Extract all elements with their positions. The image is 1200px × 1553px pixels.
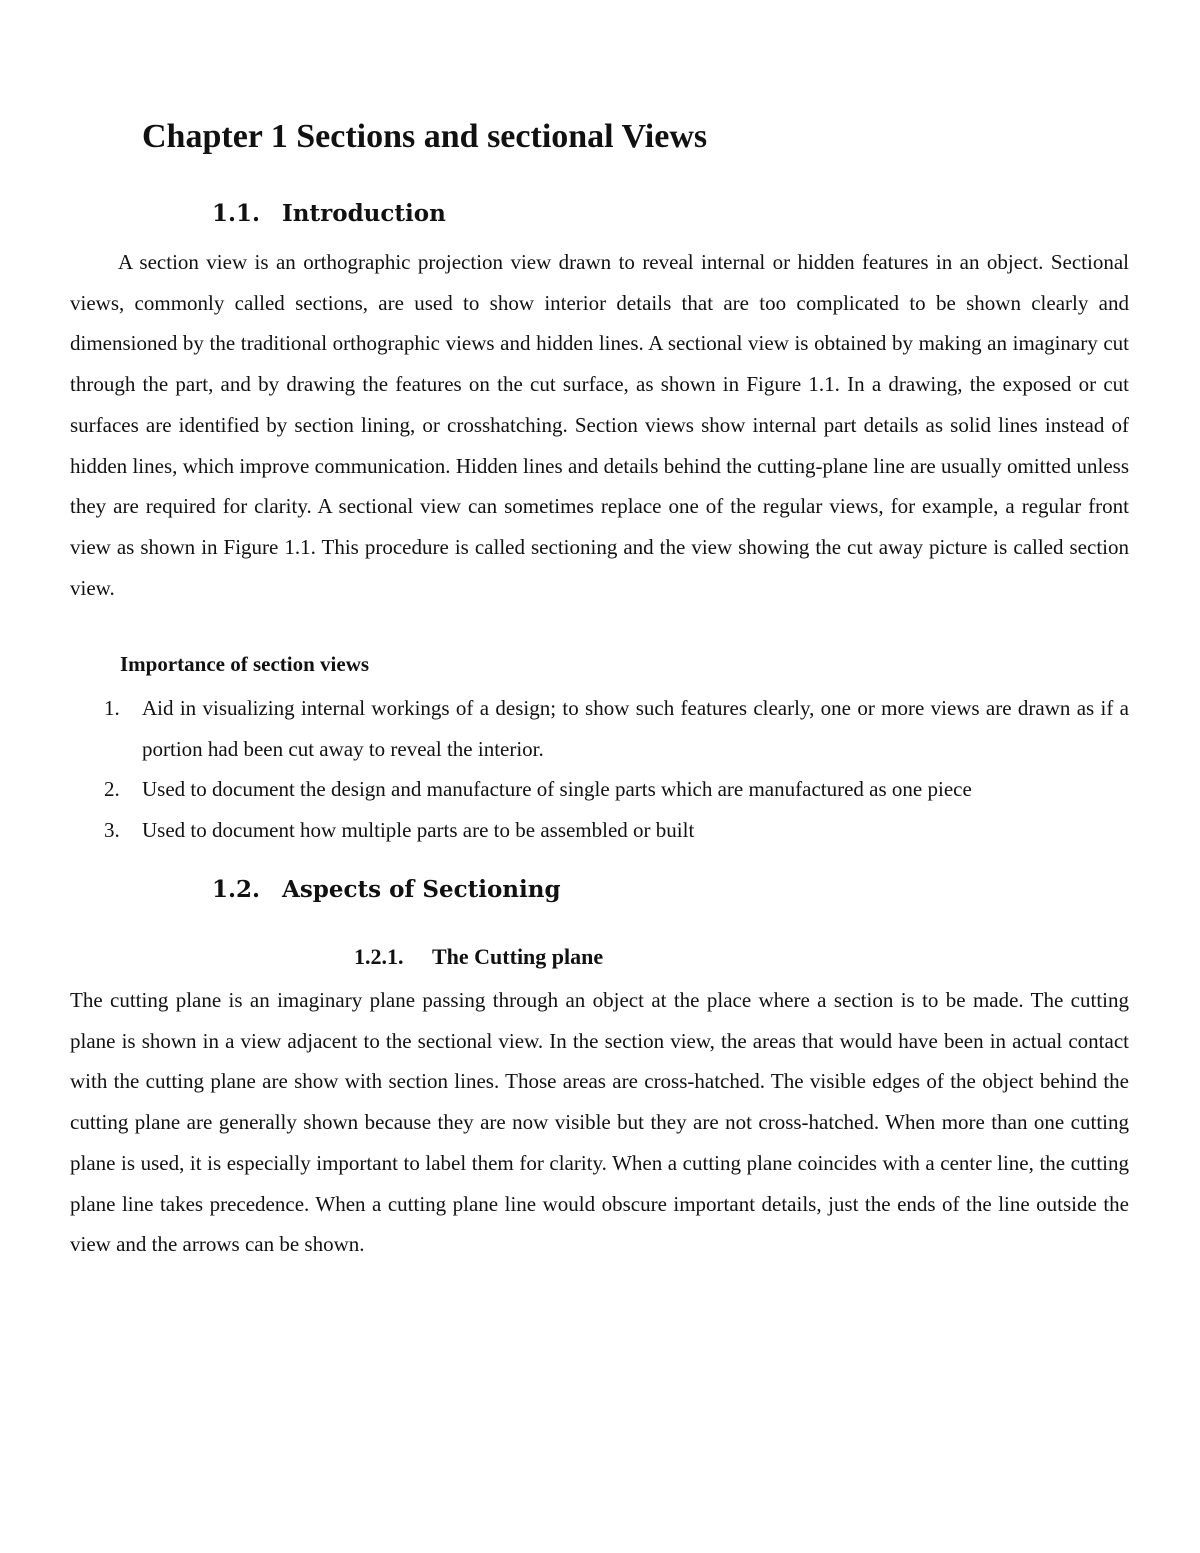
list-item bbox=[104, 810, 1129, 851]
list-item bbox=[104, 769, 1129, 810]
subsection-heading-cutting-plane bbox=[354, 944, 603, 970]
importance-list bbox=[104, 688, 1129, 851]
section-heading-introduction bbox=[212, 200, 446, 227]
section-title: Aspects of Sectioning bbox=[282, 876, 561, 903]
list-item-text: Used to document the design and manufacture of single parts which are manufactured as one piece bbox=[142, 777, 972, 802]
subsection-number: 1.2.1. bbox=[354, 944, 404, 969]
chapter-title: Chapter 1 Sections and sectional Views bbox=[142, 118, 708, 155]
list-item-text: Used to document how multiple parts are to be assembled or built bbox=[142, 818, 695, 843]
list-item-number: 1. bbox=[104, 696, 120, 720]
section-number: 1.1. bbox=[212, 200, 261, 227]
list-item-text: Aid in visualizing internal workings of a design; to show such features clearly, one or more views are drawn as if a portion had been cut away to reveal the interior. bbox=[142, 696, 1129, 761]
section-title: Introduction bbox=[282, 200, 446, 227]
subsection-title: The Cutting plane bbox=[432, 944, 604, 969]
list-item-number: 3. bbox=[104, 818, 120, 843]
section-number: 1.2. bbox=[212, 876, 261, 903]
list-item bbox=[104, 688, 1129, 769]
section-heading-aspects bbox=[212, 876, 561, 903]
cutting-plane-paragraph: The cutting plane is an imaginary plane passing through an object at the place where a section is to be made. The cutting plane is shown in a view adjacent to the sectional view. In the section view, the areas that would have been in actual contact with the cutting plane are show with section lines. Those areas are cross-hatched. The visible edges of the object behind the cutting plane are generally shown because they are now visible but they are not cross-hatched. When more than one cutting plane is used, it is especially important to label them for clarity. When a cutting plane coincides with a center line, the cutting plane line takes precedence. When a cutting plane line would obscure important details, just the ends of the line outside the view and the arrows can be shown. bbox=[70, 988, 1129, 1257]
importance-label: Importance of section views bbox=[120, 652, 370, 676]
introduction-paragraph: A section view is an orthographic projection view drawn to reveal internal or hidden features in an object. Sectional views, commonly called sections, are used to show interior details that are too complicated to be shown clearly and dimensioned by the traditional orthographic views and hidden lines. A sectional view is obtained by making an imaginary cut through the part, and by drawing the features on the cut surface, as shown in Figure 1.1. In a drawing, the exposed or cut surfaces are identified by section lining, or crosshatching. Section views show internal part details as solid lines instead of hidden lines, which improve communication. Hidden lines and details behind the cutting-plane line are usually omitted unless they are required for clarity. A sectional view can sometimes replace one of the regular views, for example, a regular front view as shown in Figure 1.1. This procedure is called sectioning and the view showing the cut away picture is called section view. bbox=[70, 250, 1129, 600]
list-item-number: 2. bbox=[104, 777, 120, 802]
